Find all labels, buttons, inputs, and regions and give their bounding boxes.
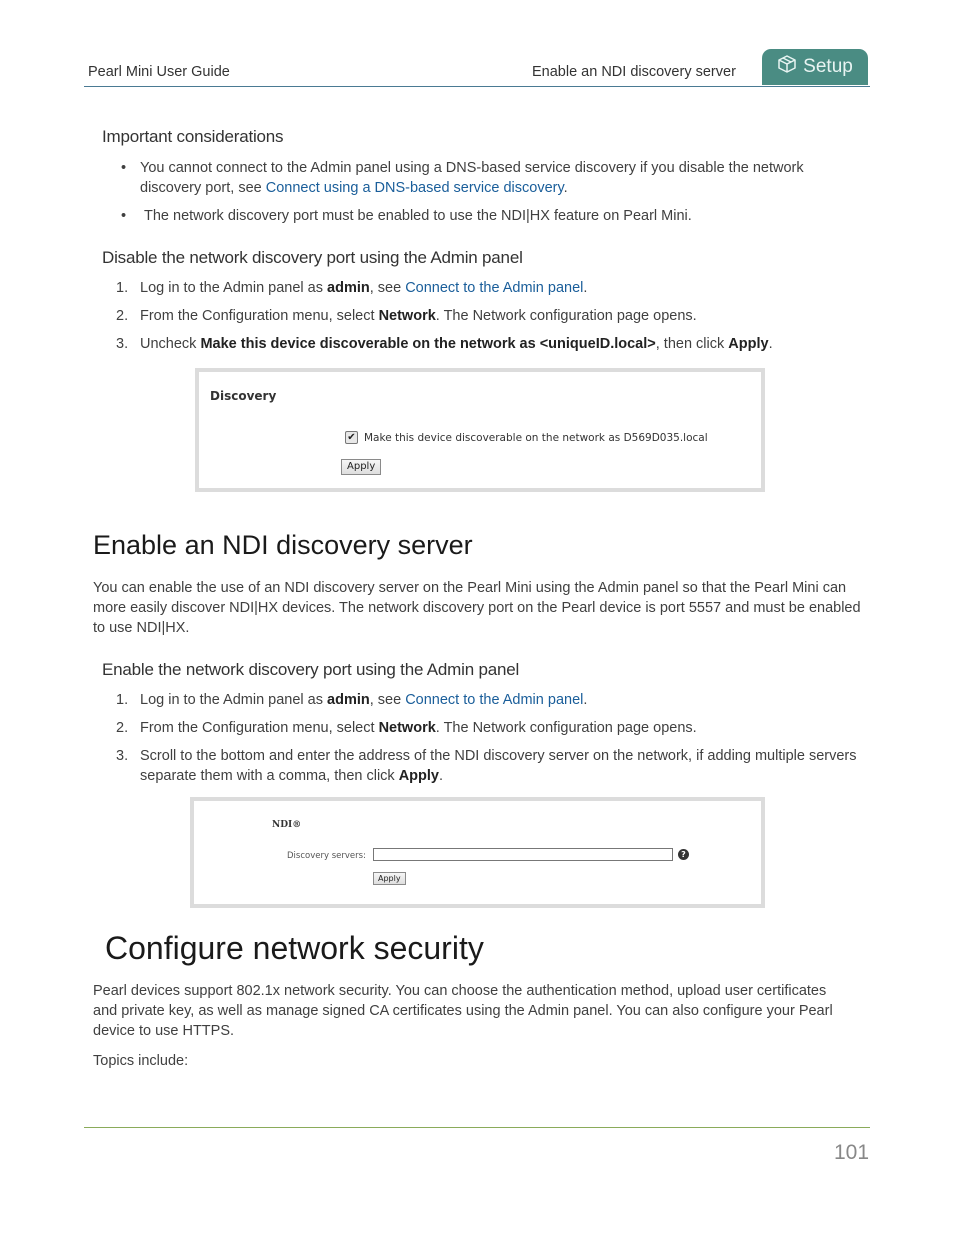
step-item: 1. Log in to the Admin panel as admin, see Connect to the Admin panel.	[116, 692, 588, 708]
step-item: 3. Uncheck Make this device discoverable on the network as <uniqueID.local>, then click Apply.	[116, 336, 773, 352]
ndi-section-title: Enable an NDI discovery server	[93, 530, 473, 560]
page-number: 101	[834, 1141, 870, 1164]
admin-panel-link[interactable]: Connect to the Admin panel	[405, 692, 584, 708]
ndi-screenshot	[190, 797, 765, 908]
step-item: 2. From the Configuration menu, select Network. The Network configuration page opens.	[116, 308, 697, 324]
dns-discovery-link[interactable]: Connect using a DNS-based service discovery	[265, 180, 564, 196]
disable-steps	[116, 278, 860, 354]
security-section-title: Configure network security	[105, 930, 484, 966]
discovery-title: Discovery	[210, 389, 277, 403]
ndi-intro: You can enable the use of an NDI discovery server on the Pearl Mini using the Admin panel so that the Pearl Mini can more easily discover NDI|HX devices. The network discovery port on the Pearl device is port 5557 and must be enabled to use NDI|HX.	[93, 580, 861, 636]
ndi-title: NDI®	[272, 820, 302, 830]
disable-heading: Disable the network discovery port using the Admin panel	[102, 248, 523, 267]
discovery-screenshot	[195, 368, 765, 492]
discovery-servers-input[interactable]	[373, 848, 673, 861]
step-item: 1. Log in to the Admin panel as admin, see Connect to the Admin panel.	[116, 280, 588, 296]
step-item: 3. Scroll to the bottom and enter the address of the NDI discovery server on the network, if adding multiple servers separate them with a comma, then click Apply.	[116, 748, 857, 784]
setup-tab-label: Setup	[803, 56, 853, 77]
discoverable-label: Make this device discoverable on the network as D569D035.local	[364, 432, 708, 444]
discoverable-checkbox[interactable]: ✔	[345, 431, 358, 444]
setup-tab[interactable]	[762, 49, 868, 85]
list-item: • You cannot connect to the Admin panel using a DNS-based service discovery if you disable the network discovery port, see Connect using a DNS-based service discovery.	[121, 160, 804, 196]
header-rule	[84, 86, 870, 87]
guide-title: Pearl Mini User Guide	[88, 64, 230, 80]
enable-steps	[116, 690, 860, 786]
considerations-list	[121, 158, 860, 226]
apply-button[interactable]: Apply	[373, 872, 406, 885]
security-intro: Pearl devices support 802.1x network security. You can choose the authentication method, upload user certificates and private key, as well as manage signed CA certificates using the Admin panel. You can also configure your Pearl device to use HTTPS.	[93, 983, 833, 1039]
step-item: 2. From the Configuration menu, select Network. The Network configuration page opens.	[116, 720, 697, 736]
enable-heading: Enable the network discovery port using the Admin panel	[102, 660, 520, 679]
list-item: • The network discovery port must be enabled to use the NDI|HX feature on Pearl Mini.	[121, 208, 692, 224]
footer-rule	[84, 1127, 870, 1128]
apply-button[interactable]: Apply	[341, 459, 381, 475]
running-section-title: Enable an NDI discovery server	[532, 64, 736, 80]
question-circle-icon[interactable]: ?	[678, 849, 689, 860]
discovery-servers-label: Discovery servers:	[287, 851, 366, 861]
topics-label: Topics include:	[93, 1053, 189, 1069]
considerations-heading: Important considerations	[102, 127, 284, 146]
admin-panel-link[interactable]: Connect to the Admin panel	[405, 280, 584, 296]
box-icon	[777, 54, 797, 80]
